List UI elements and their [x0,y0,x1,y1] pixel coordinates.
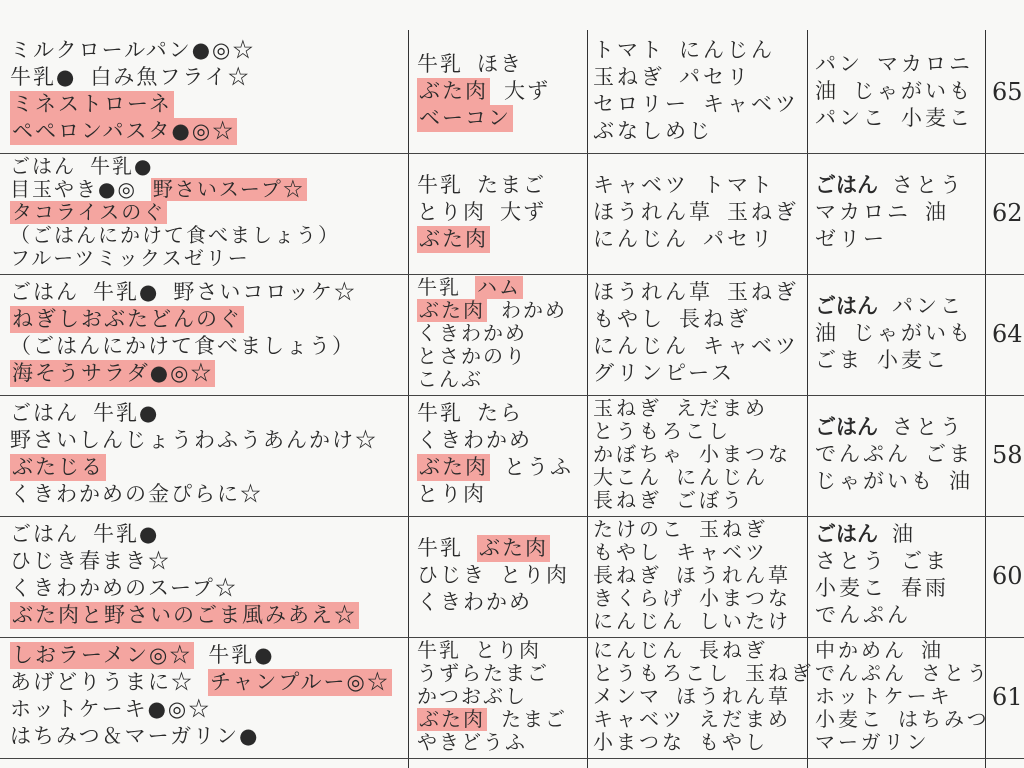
cell-line [10,696,211,723]
item-text: パンこ [815,106,887,130]
item-text: 中かめん [815,638,907,662]
item-text: 玉ねぎ [699,517,768,541]
cell-line [815,293,964,320]
item-text: にんじん [593,227,689,251]
menu-cell [10,154,406,275]
cell-line [417,226,490,253]
highlighted-item: ねぎしおぶたどんのぐ [12,307,242,331]
cell-line [815,414,964,441]
number-cell [988,33,1024,154]
menu-row [0,154,1024,275]
item-text: パンこ [892,294,964,318]
cell-line [10,178,307,201]
item-text: とさかのり [417,344,527,368]
item-text: 牛乳 [417,52,463,76]
item-text: 油 [815,321,839,345]
item-text: とり肉 [417,200,486,224]
menu-row [0,33,1024,154]
item-text: 牛乳● [93,280,160,304]
item-text: えだまめ [699,707,791,731]
item-text: ぶなしめじ [593,119,713,143]
cell-line [10,360,215,387]
yellow-group-cell [815,275,983,396]
cell-line [417,685,527,708]
item-text: ごはん [815,415,878,439]
item-text: 玉ねぎ [727,200,799,224]
item-text: ごはん [10,154,76,178]
cell-line [417,368,483,391]
cell-line [10,91,174,118]
cell-line [10,427,378,454]
item-text: でんぷん [815,661,907,685]
cell-line [10,723,259,750]
item-text: 牛乳● [93,522,160,546]
highlighted-item: チャンプルー◎☆ [210,670,390,694]
cell-line [815,441,973,468]
cell-line [417,481,486,508]
cell-line [593,199,799,226]
item-text: たら [477,401,523,425]
item-text: ごはん [815,173,878,197]
item-text: もやし [699,730,768,754]
item-text: ごはん [10,522,79,546]
item-text: 玉ねぎ [745,661,814,685]
yellow-group-cell [815,638,990,759]
highlighted-item: ぶた肉 [419,707,485,731]
item-text: ほうれん草 [676,684,791,708]
cell-line [10,201,167,224]
cell-line [815,347,949,374]
item-text: 長ねぎ [593,563,662,587]
row-number: 58 [992,441,1023,469]
item-text: ホットケーキ●◎☆ [10,697,212,721]
item-text: トマト [593,38,665,62]
item-text: はちみつ [898,707,990,731]
cell-line [815,320,973,347]
cell-line [417,105,513,132]
item-text: でんぷん [815,603,911,627]
item-text: さとう [892,173,964,197]
cell-line [593,420,731,443]
green-group-cell [593,33,805,154]
cell-line [10,548,171,575]
cell-line [417,454,573,481]
item-text: ほうれん草 [676,563,791,587]
item-text: とり肉 [417,482,486,506]
item-text: とり肉 [500,563,569,587]
item-text: ごはん [815,522,878,546]
item-text: じゃがいも [815,469,935,493]
cell-line [593,541,768,564]
cell-line [593,118,713,145]
cell-line [10,118,237,145]
item-text: えだまめ [676,396,768,420]
red-group-cell [417,396,585,517]
row-number: 61 [992,683,1023,711]
item-text: はちみつ＆マーガリン● [10,724,260,748]
cell-line [815,731,930,754]
item-text: じゃがいも [853,79,973,103]
row-number: 60 [992,562,1023,590]
item-text: ごはん [815,294,878,318]
cell-line [815,575,949,602]
item-text: （ごはんにかけて食べましょう） [10,334,355,358]
item-text: 長ねぎ [699,638,768,662]
item-text: にんじん [676,465,768,489]
cell-line [593,466,768,489]
item-text: 小まつな [699,442,791,466]
item-text: 油 [815,79,839,103]
red-group-cell [417,154,585,275]
cell-line [815,639,944,662]
highlighted-item: ぶた肉と野さいのごま風みあえ☆ [12,603,357,627]
item-text: 大こん [593,465,662,489]
item-text: にんじん [593,638,685,662]
cell-line [417,172,546,199]
item-text: かぼちゃ [593,442,685,466]
item-text: 牛乳 [417,401,463,425]
item-text: キャベツ [676,540,768,564]
top-partial-row [0,0,1024,30]
item-text: 玉ねぎ [593,396,662,420]
item-text: ごま [901,549,949,573]
cell-line [815,78,973,105]
item-text: マーガリン [815,730,930,754]
green-group-cell [593,275,805,396]
highlighted-item: ミネストローネ [12,92,172,116]
cell-line [593,662,814,685]
item-text: ほうれん草 [593,200,713,224]
cell-line [10,454,106,481]
item-text: 小麦こ [877,348,949,372]
item-text: 長ねぎ [679,307,751,331]
item-text: もやし [593,307,665,331]
menu-cell [10,638,406,759]
item-text: トマト [703,173,775,197]
menu-cell [10,396,406,517]
item-text: 玉ねぎ [727,280,799,304]
cell-line [593,333,799,360]
item-text: 牛乳 [417,638,461,662]
cell-line [10,669,392,696]
item-text: 油 [925,200,949,224]
highlighted-item: ハム [477,275,521,299]
cell-line [417,78,550,105]
item-text: 小麦こ [901,106,973,130]
item-text: うずらたまご [417,661,549,685]
highlighted-item: 海そうサラダ●◎☆ [12,361,214,385]
highlighted-item: ぶた肉 [479,536,548,560]
cell-line [417,51,523,78]
item-text: ひじき春まき☆ [10,549,171,573]
item-text: くきわかめの金ぴらに☆ [10,482,263,506]
green-group-cell [593,517,805,638]
cell-line [593,360,735,387]
cell-line [417,299,567,322]
cell-line [417,589,532,616]
item-text: ごぼう [676,488,745,512]
item-text: ごはん [10,401,79,425]
highlighted-item: ぶた肉 [419,79,488,103]
cell-line [10,224,340,247]
cell-line [815,708,990,731]
item-text: グリンピース [593,361,736,385]
cell-line [10,642,275,669]
highlighted-item: 野さいスープ☆ [152,177,305,201]
row-number: 62 [992,199,1023,227]
green-group-cell [593,396,805,517]
menu-cell [10,275,406,396]
item-text: ゼリー [815,227,887,251]
item-text: こんぶ [417,367,483,391]
cell-line [815,602,911,629]
item-text: 小まつな [699,586,791,610]
red-group-cell [417,638,585,759]
item-text: ごま [815,348,863,372]
item-text: パセリ [703,227,775,251]
item-text: 牛乳● [208,643,275,667]
item-text: ほき [477,52,523,76]
cell-line [593,306,751,333]
row-number: 64 [992,320,1023,348]
item-text: 小麦こ [815,576,887,600]
cell-line [593,587,791,610]
cell-line [10,247,250,270]
cell-line [593,564,791,587]
cell-line [593,226,775,253]
cell-line [10,400,159,427]
cell-line [815,51,973,78]
number-cell [988,396,1024,517]
menu-row [0,517,1024,638]
item-text: やきどうふ [417,730,527,754]
item-text: じゃがいも [853,321,973,345]
item-text: 小まつな [593,730,685,754]
item-text: とうもろこし [593,661,731,685]
highlighted-item: ベーコン [419,106,511,130]
item-text: 長ねぎ [593,488,662,512]
cell-line [417,345,527,368]
item-text: たまご [477,173,546,197]
cell-line [815,548,949,575]
item-text: 牛乳● [93,401,160,425]
item-text: セロリー [593,92,689,116]
cell-line [815,172,964,199]
item-text: （ごはんにかけて食べましょう） [10,223,340,247]
cell-line [10,279,357,306]
cell-line [10,481,263,508]
cell-line [593,91,799,118]
item-text: パン [815,52,863,76]
item-text: パセリ [679,65,751,89]
item-text: 目玉やき●◎ [10,177,137,201]
menu-row [0,396,1024,517]
cell-line [417,322,527,345]
item-text: とうもろこし [593,419,731,443]
item-text: ほうれん草 [593,280,713,304]
item-text: メンマ [593,684,662,708]
cell-line [815,226,887,253]
item-text: マカロニ [877,52,973,76]
item-text: 油 [892,522,916,546]
cell-line [815,468,973,495]
item-text: しいたけ [699,609,791,633]
cell-line [815,105,973,132]
cell-line [10,64,251,91]
menu-row [0,275,1024,396]
cell-line [815,685,953,708]
yellow-group-cell [815,154,983,275]
item-text: もやし [593,540,662,564]
cell-line [10,521,159,548]
item-text: キャベツ [703,92,799,116]
menu-row [0,638,1024,759]
item-text: たまご [501,707,567,731]
item-text: 野さいコロッケ☆ [173,280,357,304]
item-text: でんぷん [815,442,911,466]
number-cell [988,275,1024,396]
item-text: さとう [921,661,990,685]
item-text: キャベツ [593,707,685,731]
cell-line [593,172,775,199]
item-text: 牛乳● [90,154,154,178]
item-text: さとう [815,549,887,573]
number-cell [988,154,1024,275]
item-text: 牛乳 [417,536,463,560]
highlighted-item: ぶた肉 [419,455,488,479]
cell-line [10,306,244,333]
red-group-cell [417,517,585,638]
item-text: あげどりうまに☆ [10,670,194,694]
item-text: くきわかめ [417,321,527,345]
highlighted-item: ぶたじる [12,455,104,479]
item-text: きくらげ [593,586,685,610]
item-text: わかめ [501,298,567,322]
cell-line [593,489,745,512]
cell-line [417,639,541,662]
cell-line [10,333,355,360]
yellow-group-cell [815,517,983,638]
cell-line [417,662,549,685]
cell-line [593,37,775,64]
cell-line [593,685,791,708]
highlighted-item: タコライスのぐ [12,200,166,224]
cell-line [593,279,799,306]
cell-line [593,64,751,91]
highlighted-item: ぶた肉 [419,227,488,251]
item-text: 大ず [500,200,546,224]
cell-line [10,602,359,629]
menu-cell [10,33,406,154]
item-text: 白み魚フライ☆ [90,65,251,89]
item-text: たけのこ [593,517,685,541]
number-cell [988,517,1024,638]
cell-line [593,518,768,541]
item-text: 油 [921,638,944,662]
cell-line [593,639,768,662]
item-text: くきわかめ [417,428,532,452]
cell-line [10,155,153,178]
cell-line [417,708,567,731]
cell-line [593,708,791,731]
item-text: 牛乳 [417,173,463,197]
item-text: キャベツ [593,173,689,197]
row-number: 65 [992,78,1023,106]
item-text: さとう [892,415,964,439]
item-text: かつおぶし [417,684,527,708]
item-text: 小麦こ [815,707,884,731]
yellow-group-cell [815,396,983,517]
item-text: 春雨 [901,576,949,600]
item-text: 玉ねぎ [593,65,665,89]
cell-line [417,199,546,226]
number-cell [988,638,1024,759]
item-text: 牛乳● [10,65,77,89]
cell-line [593,443,791,466]
cell-line [417,562,569,589]
cell-line [417,535,550,562]
cell-line [815,662,990,685]
item-text: にんじん [679,38,775,62]
highlighted-item: ぶた肉 [419,298,485,322]
cell-line [815,521,916,548]
cell-line [417,276,523,299]
cell-line [417,427,532,454]
item-text: 野さいしんじょうわふうあんかけ☆ [10,428,378,452]
highlighted-item: ペペロンパスタ●◎☆ [12,119,236,143]
cell-line [593,397,768,420]
cell-line [417,731,527,754]
item-text: にんじん [593,609,685,633]
cell-line [10,37,255,64]
item-text: ひじき [417,563,486,587]
cell-line [593,731,768,754]
cell-line [417,400,523,427]
item-text: ごま [925,442,973,466]
highlighted-item: しおラーメン◎☆ [12,643,193,667]
cell-line [815,199,949,226]
item-text: フルーツミックスゼリー [10,246,250,270]
yellow-group-cell [815,33,983,154]
item-text: ごはん [10,280,79,304]
item-text: にんじん [593,334,689,358]
item-text: くきわかめのスープ☆ [10,576,238,600]
item-text: マカロニ [815,200,911,224]
menu-cell [10,517,406,638]
item-text: ミルクロールパン●◎☆ [10,38,256,62]
cell-line [10,575,238,602]
item-text: ホットケーキ [815,684,953,708]
red-group-cell [417,33,585,154]
green-group-cell [593,638,814,759]
item-text: とり肉 [475,638,541,662]
item-text: くきわかめ [417,590,532,614]
item-text: 油 [949,469,973,493]
red-group-cell [417,275,585,396]
cell-line [593,610,791,633]
item-text: とうふ [504,455,573,479]
item-text: 牛乳 [417,275,461,299]
green-group-cell [593,154,805,275]
item-text: キャベツ [703,334,799,358]
item-text: 大ず [504,79,550,103]
